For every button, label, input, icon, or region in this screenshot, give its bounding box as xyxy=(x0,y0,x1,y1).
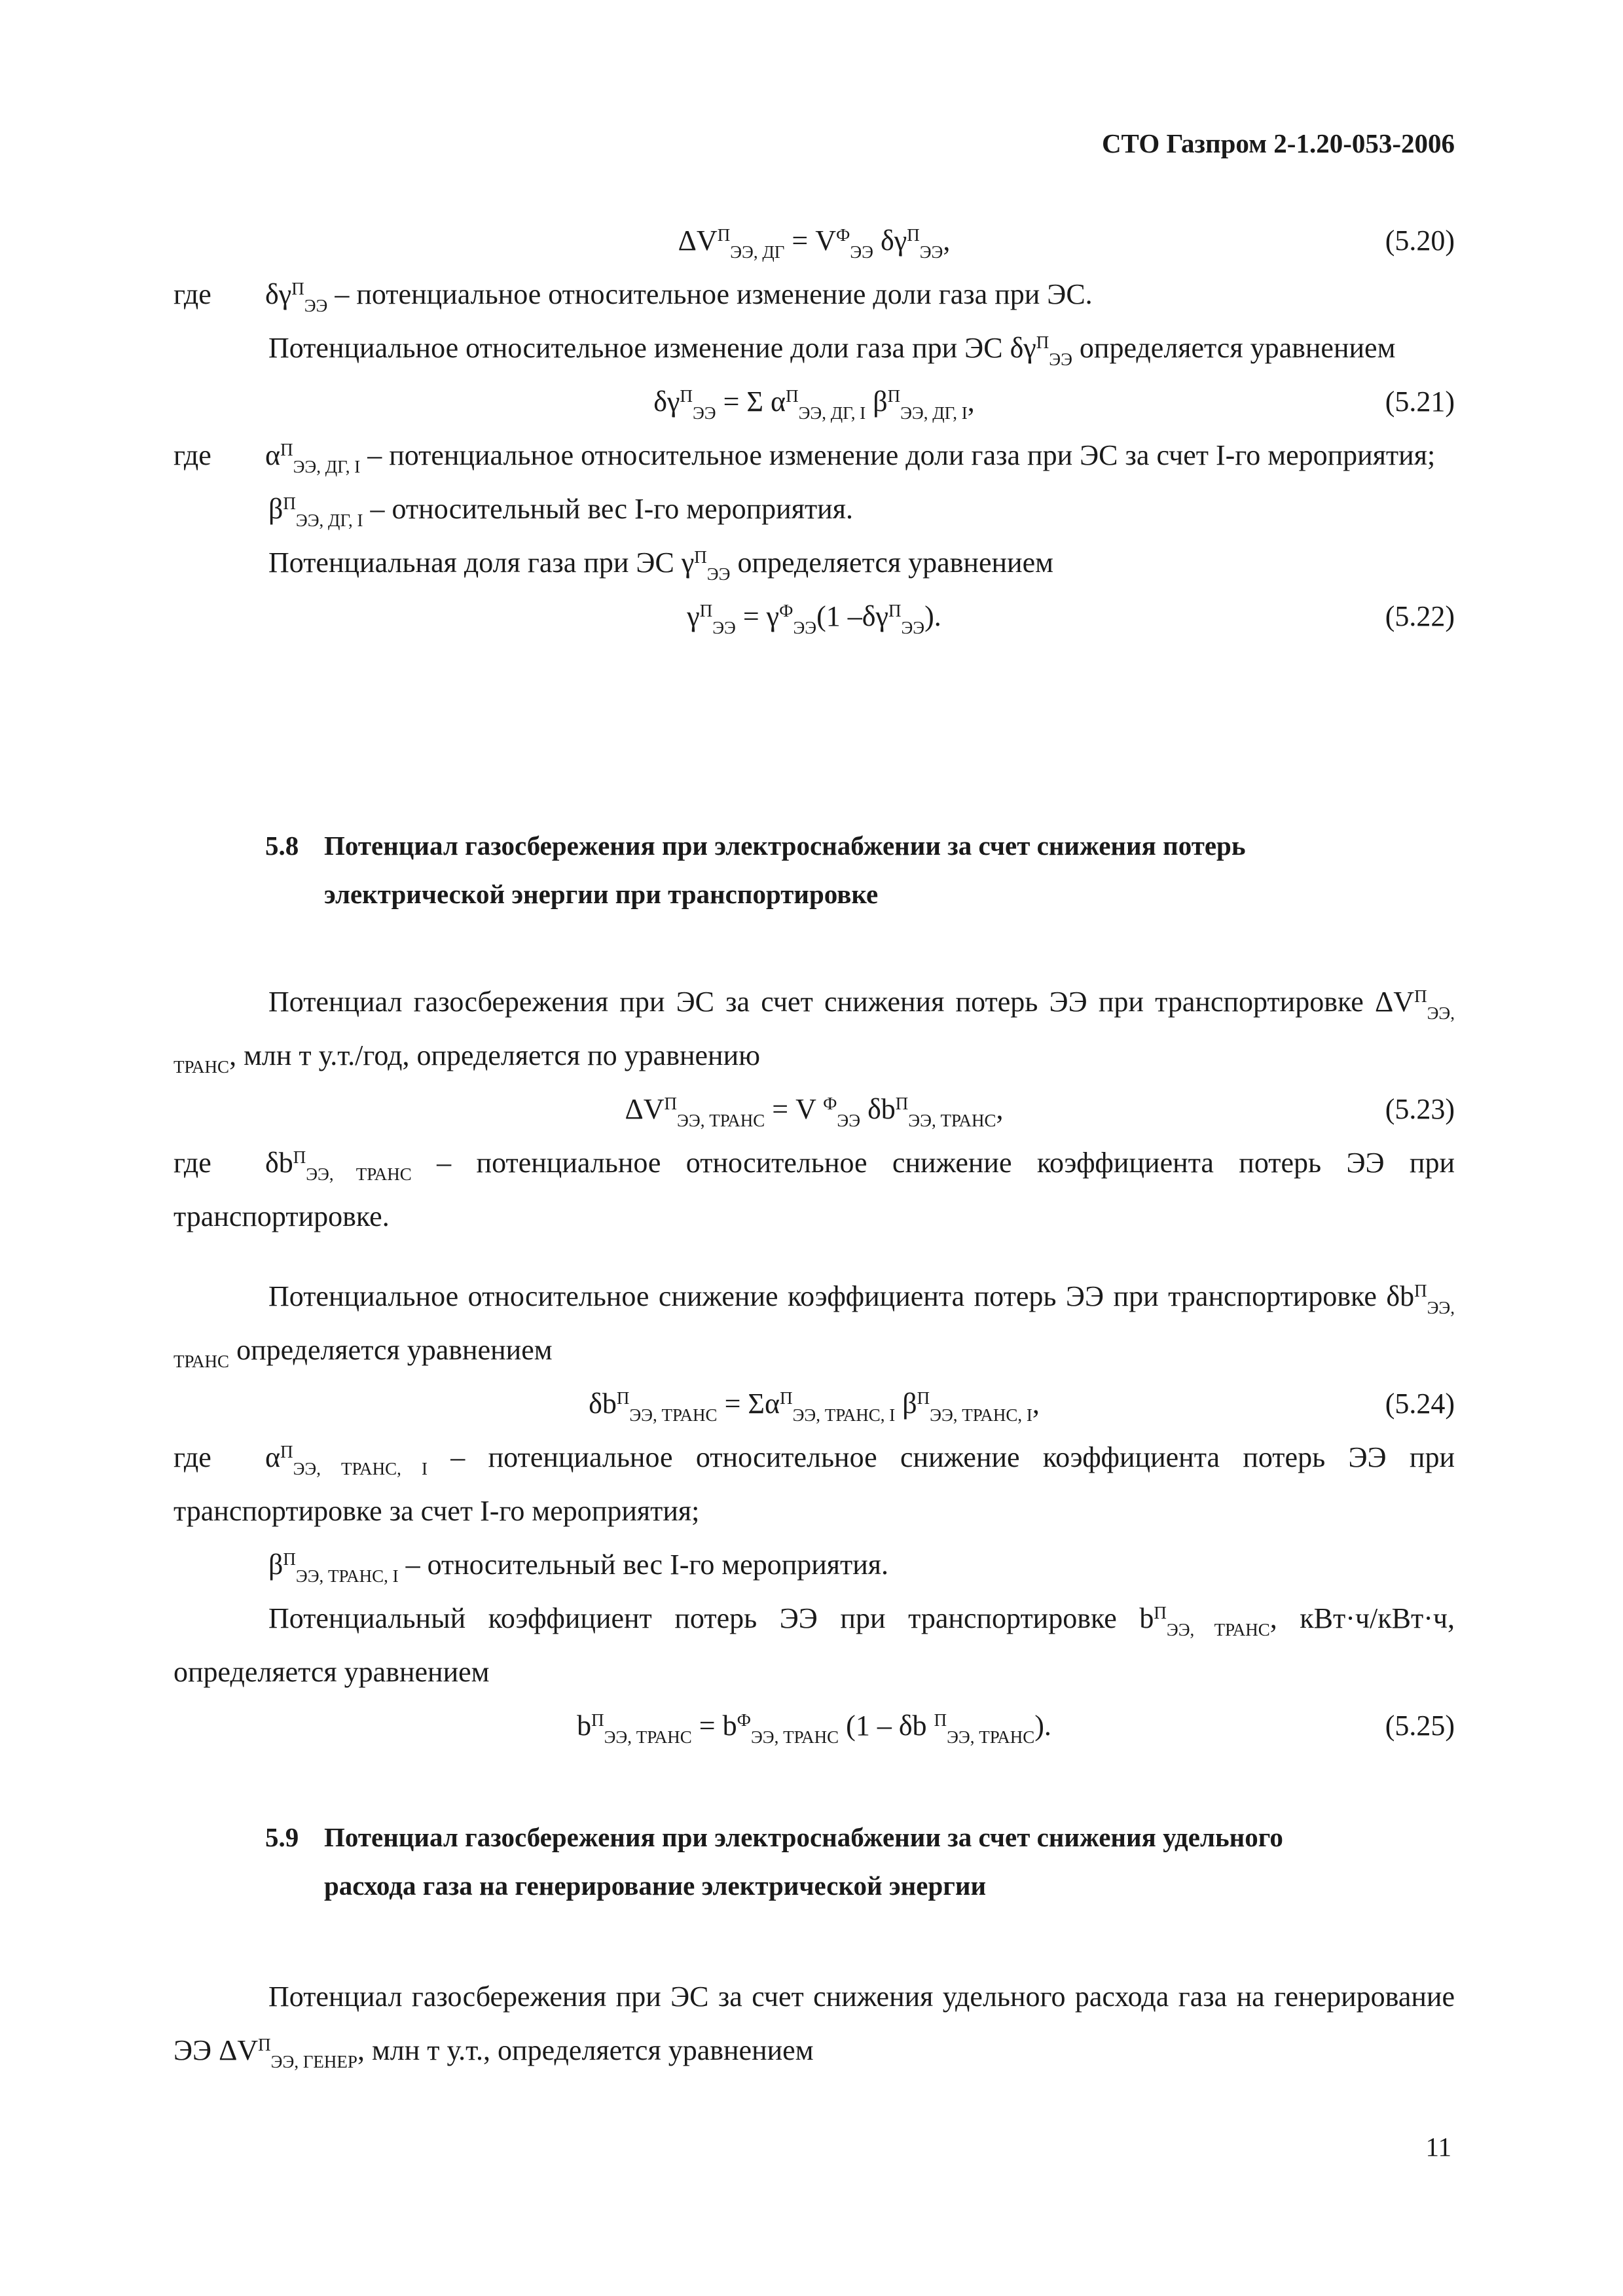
equation-5-25 xyxy=(173,1699,1455,1753)
definition-paragraph: где $\delta b^П_{ЭЭ, ТРАНС}$ – потенциальное относительное снижение коэффициента потерь ЭЭ при транспортировке. xyxy=(173,1136,1455,1244)
equation-5-23 xyxy=(173,1083,1455,1136)
definition-paragraph: $\beta^П_{ЭЭ, ДГ, I}$ – относительный вес I-го мероприятия. xyxy=(268,493,853,530)
section-number: 5.8 xyxy=(265,831,299,861)
definition-paragraph: где $\delta\gamma^П_{ЭЭ}$ – потенциальное относительное изменение доли газа при ЭС. xyxy=(173,268,1455,321)
equation-5-20 xyxy=(173,214,1455,268)
equation-number: (5.23) xyxy=(1385,1093,1455,1125)
equation-number: (5.21) xyxy=(1385,386,1455,418)
equation-formula: $\Delta V^П_{ЭЭ, ТРАНС} = V$ $^Ф_{ЭЭ}$ $\delta b^П_{ЭЭ, ТРАНС}$, xyxy=(625,1093,1004,1130)
equation-formula: $\gamma^П_{ЭЭ} = \gamma^Ф_{ЭЭ}(1$ $-\delta\gamma^П_{ЭЭ}$). xyxy=(687,600,941,637)
body-paragraph: Потенциал газосбережения при ЭС за счет снижения потерь ЭЭ при транспортировке $\Delta V^П_{ЭЭ, ТРАНС}$, млн т у.т./год, определяется по уравнению xyxy=(173,986,1455,1077)
section-title-line: Потенциал газосбережения при электроснабжении за счет снижения потерь xyxy=(324,831,1246,861)
content-block-b xyxy=(173,975,1455,1753)
equation-5-22 xyxy=(173,590,1455,643)
document-code-header: СТО Газпром 2-1.20-053-2006 xyxy=(1101,128,1455,158)
equation-number: (5.25) xyxy=(1385,1710,1455,1742)
section-number: 5.9 xyxy=(265,1822,299,1852)
equation-5-24 xyxy=(173,1377,1455,1431)
body-paragraph: Потенциальная доля газа при ЭС $\gamma^П_{ЭЭ}$ определяется уравнением xyxy=(268,547,1053,584)
equation-number: (5.24) xyxy=(1385,1388,1455,1420)
where-label: где xyxy=(173,439,211,471)
section-title-line: электрической энергии при транспортировке xyxy=(324,879,879,909)
equation-formula: $b^П_{ЭЭ, ТРАНС} = b^Ф_{ЭЭ, ТРАНС}$ (1 – δb $^П_{ЭЭ, ТРАНС}$). xyxy=(577,1710,1051,1747)
definition-paragraph: $\beta^П_{ЭЭ, ТРАНС, I}$ – относительный вес I-го мероприятия. xyxy=(268,1549,889,1586)
equation-5-21 xyxy=(173,375,1455,429)
equation-formula: $\Delta V^П_{ЭЭ, ДГ} = V^Ф_{ЭЭ}$ $\delta\gamma^П_{ЭЭ}$, xyxy=(678,224,951,262)
equation-number: (5.22) xyxy=(1385,600,1455,632)
section-heading-5-9 xyxy=(265,1813,1455,1910)
where-label: где xyxy=(173,1441,211,1473)
definition-paragraph: где $\alpha^П_{ЭЭ, ДГ, I}$ – потенциальное относительное изменение доли газа при ЭС за счет I-го мероприятия; xyxy=(173,429,1455,482)
where-label: где xyxy=(173,1147,211,1179)
content-block-c xyxy=(173,1970,1455,2077)
section-title-line: Потенциал газосбережения при электроснабжении за счет снижения удельного xyxy=(324,1822,1283,1852)
equation-formula: $\delta\gamma^П_{ЭЭ} = \Sigma$ $\alpha^П_{ЭЭ, ДГ, I}$ $\beta^П_{ЭЭ, ДГ, I}$, xyxy=(653,386,975,423)
body-paragraph: Потенциальное относительное снижение коэффициента потерь ЭЭ при транспортировке $\delta b^П_{ЭЭ, ТРАНС}$ определяется уравнением xyxy=(173,1280,1455,1371)
body-paragraph: Потенциальный коэффициент потерь ЭЭ при транспортировке $b^П_{ЭЭ, ТРАНС}$, кВт·ч/кВт·ч, определяется уравнением xyxy=(173,1602,1455,1688)
body-paragraph: Потенциал газосбережения при ЭС за счет снижения удельного расхода газа на генерирование ЭЭ $\Delta V^П_{ЭЭ, ГЕНЕР}$, млн т у.т., определяется уравнением xyxy=(173,1981,1455,2072)
content-block-a xyxy=(173,214,1455,643)
equation-formula: $\delta b^П_{ЭЭ, ТРАНС} = \Sigma\alpha^П_{ЭЭ, ТРАНС, I}$ $\beta^П_{ЭЭ, ТРАНС, I}$, xyxy=(589,1388,1040,1425)
where-label: где xyxy=(173,278,211,310)
page-number: 11 xyxy=(1425,2132,1451,2162)
section-title-line: расхода газа на генерирование электрической энергии xyxy=(324,1871,987,1901)
section-heading-5-8 xyxy=(265,821,1455,918)
definition-paragraph: где $\alpha^П_{ЭЭ, ТРАНС, I}$ – потенциальное относительное снижение коэффициента потерь ЭЭ при транспортировке за счет I-го мероприятия; xyxy=(173,1431,1455,1538)
equation-number: (5.20) xyxy=(1385,224,1455,257)
body-paragraph: Потенциальное относительное изменение доли газа при ЭС $\delta\gamma^П_{ЭЭ}$ определяется уравнением xyxy=(268,332,1396,369)
